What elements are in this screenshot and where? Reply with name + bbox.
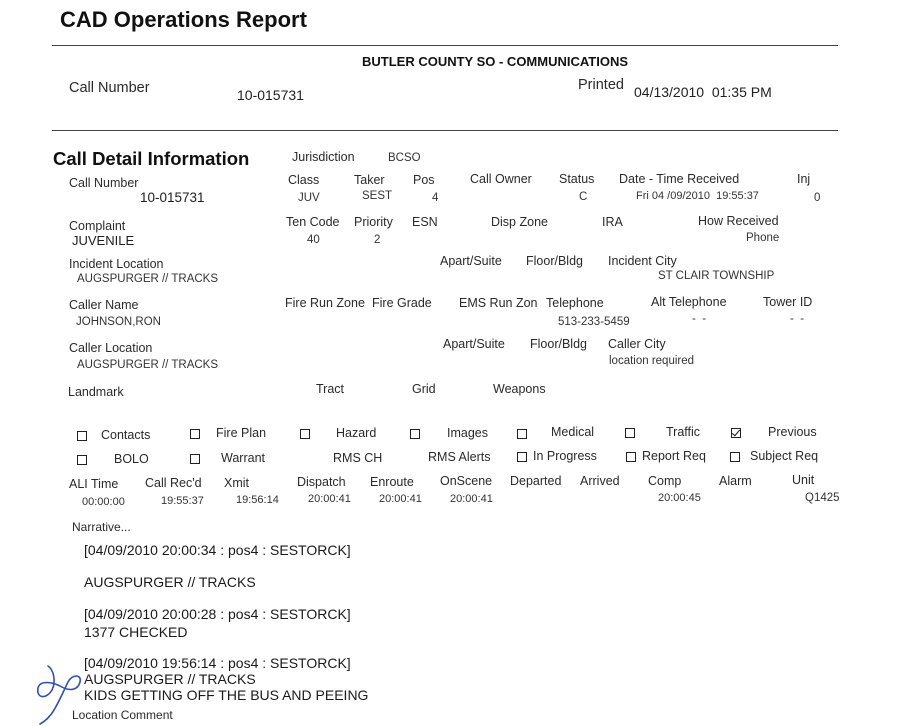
previous-checkbox[interactable] (731, 428, 741, 438)
esn-label: ESN (412, 215, 438, 229)
taker-value: SEST (362, 190, 393, 202)
arrived-label: Arrived (580, 474, 620, 488)
rms-ch-label: RMS CH (333, 451, 383, 465)
subject-req-checkbox[interactable] (730, 452, 740, 462)
jurisdiction-label: Jurisdiction (292, 150, 355, 164)
comp-label: Comp (648, 474, 682, 488)
onscene-label: OnScene (440, 474, 493, 488)
disp-zone-label: Disp Zone (491, 215, 548, 229)
weapons-label: Weapons (493, 382, 546, 396)
caller-location-value: AUGSPURGER // TRACKS (77, 359, 219, 371)
report-req-label: Report Req (642, 449, 706, 463)
narrative-entry-1-text: AUGSPURGER // TRACKS (84, 574, 256, 590)
dispatch-value: 20:00:41 (308, 493, 351, 505)
ira-label: IRA (602, 215, 623, 229)
alt-telephone-label: Alt Telephone (651, 295, 727, 309)
location-comment-label: Location Comment (72, 708, 173, 722)
status-value: C (579, 191, 588, 203)
ali-time-value: 00:00:00 (82, 496, 125, 508)
caller-city-value: location required (609, 355, 695, 367)
narrative-entry-3-header: [04/09/2010 19:56:14 : pos4 : SESTORCK] (84, 655, 351, 671)
report-req-checkbox[interactable] (626, 452, 636, 462)
complaint-label: Complaint (69, 219, 126, 233)
alt-telephone-value: - - (692, 313, 707, 325)
pos-value: 4 (432, 192, 439, 204)
unit-value: Q1425 (805, 492, 840, 504)
ten-code-value: 40 (307, 234, 320, 246)
in-progress-checkbox[interactable] (517, 452, 527, 462)
signature-scribble (30, 660, 90, 726)
hazard-checkbox[interactable] (300, 429, 310, 439)
priority-label: Priority (354, 215, 393, 229)
caller-name-value: JOHNSON,RON (76, 316, 161, 328)
apart-suite-label: Apart/Suite (440, 254, 502, 268)
section-title: Call Detail Information (53, 148, 250, 169)
inj-value: 0 (814, 192, 821, 204)
how-received-value: Phone (746, 232, 780, 244)
printed-label: Printed (578, 77, 624, 93)
agency-name: BUTLER COUNTY SO - COMMUNICATIONS (362, 54, 629, 69)
fire-plan-label: Fire Plan (216, 426, 267, 440)
bolo-label: BOLO (114, 452, 149, 466)
contacts-checkbox[interactable] (77, 431, 87, 441)
medical-checkbox[interactable] (517, 429, 527, 439)
warrant-label: Warrant (221, 451, 265, 465)
bolo-checkbox[interactable] (77, 455, 87, 465)
tower-id-label: Tower ID (763, 295, 813, 309)
narrative-entry-3-line-2: KIDS GETTING OFF THE BUS AND PEEING (84, 687, 369, 703)
onscene-value: 20:00:41 (450, 493, 493, 505)
xmit-label: Xmit (224, 476, 249, 490)
header-divider-bottom (52, 130, 838, 131)
images-label: Images (447, 426, 488, 440)
dispatch-label: Dispatch (297, 475, 346, 489)
xmit-value: 19:56:14 (236, 494, 279, 506)
incident-location-value: AUGSPURGER // TRACKS (77, 273, 219, 285)
complaint-value: JUVENILE (72, 233, 135, 248)
report-title: CAD Operations Report (60, 7, 307, 32)
taker-label: Taker (354, 173, 385, 187)
traffic-checkbox[interactable] (625, 428, 635, 438)
fire-plan-checkbox[interactable] (190, 429, 200, 439)
ems-run-zone-label: EMS Run Zon (459, 296, 538, 310)
alarm-label: Alarm (719, 474, 752, 488)
narrative-entry-2-header: [04/09/2010 20:00:28 : pos4 : SESTORCK] (84, 606, 351, 622)
previous-label: Previous (768, 425, 817, 439)
header-call-number-label: Call Number (69, 80, 150, 96)
fire-grade-label: Fire Grade (372, 296, 432, 310)
inj-label: Inj (797, 172, 811, 186)
ali-time-label: ALI Time (69, 477, 119, 491)
hazard-label: Hazard (336, 426, 377, 440)
departed-label: Departed (510, 474, 562, 488)
landmark-label: Landmark (68, 385, 124, 399)
narrative-entry-3-line-1: AUGSPURGER // TRACKS (84, 671, 256, 687)
pos-label: Pos (413, 173, 435, 187)
floor-bldg-label: Floor/Bldg (526, 254, 583, 268)
header-divider-top (52, 45, 838, 46)
printed-datetime: 04/13/2010 01:35 PM (634, 84, 772, 100)
class-value: JUV (298, 192, 320, 204)
header-call-number: 10-015731 (237, 87, 304, 103)
narrative-entry-2-text: 1377 CHECKED (84, 624, 188, 640)
in-progress-label: In Progress (533, 449, 597, 463)
incident-city-value: ST CLAIR TOWNSHIP (658, 270, 775, 282)
call-number-value: 10-015731 (140, 190, 205, 205)
unit-label: Unit (792, 473, 815, 487)
date-received-value: Fri 04 /09/2010 19:55:37 (636, 190, 759, 202)
traffic-label: Traffic (666, 425, 701, 439)
rms-alerts-label: RMS Alerts (428, 450, 491, 464)
class-label: Class (288, 173, 320, 187)
medical-label: Medical (551, 425, 595, 439)
telephone-value: 513-233-5459 (558, 316, 630, 328)
caller-floor-bldg-label: Floor/Bldg (530, 337, 587, 351)
priority-value: 2 (374, 234, 381, 246)
caller-city-label: Caller City (608, 337, 666, 351)
caller-location-label: Caller Location (69, 341, 153, 355)
how-received-label: How Received (698, 214, 779, 228)
jurisdiction-value: BCSO (388, 152, 421, 164)
incident-location-label: Incident Location (69, 257, 164, 271)
call-owner-label: Call Owner (470, 172, 532, 186)
comp-value: 20:00:45 (658, 492, 701, 504)
warrant-checkbox[interactable] (190, 454, 200, 464)
caller-name-label: Caller Name (69, 298, 139, 312)
ten-code-label: Ten Code (286, 215, 340, 229)
telephone-label: Telephone (546, 296, 604, 310)
call-number-label: Call Number (69, 176, 139, 190)
tract-label: Tract (316, 382, 345, 396)
images-checkbox[interactable] (410, 429, 420, 439)
incident-city-label: Incident City (608, 254, 677, 268)
tower-id-value: - - (790, 313, 805, 325)
enroute-label: Enroute (370, 475, 414, 489)
contacts-label: Contacts (101, 428, 151, 442)
narrative-entry-1-header: [04/09/2010 20:00:34 : pos4 : SESTORCK] (84, 542, 351, 558)
enroute-value: 20:00:41 (379, 493, 422, 505)
date-received-label: Date - Time Received (619, 172, 740, 186)
call-recd-value: 19:55:37 (161, 495, 204, 507)
call-recd-label: Call Rec'd (145, 476, 202, 490)
narrative-label: Narrative... (72, 520, 131, 534)
fire-run-zone-label: Fire Run Zone (285, 296, 365, 310)
grid-label: Grid (412, 382, 436, 396)
status-label: Status (559, 172, 595, 186)
caller-apart-suite-label: Apart/Suite (443, 337, 505, 351)
subject-req-label: Subject Req (750, 449, 819, 463)
